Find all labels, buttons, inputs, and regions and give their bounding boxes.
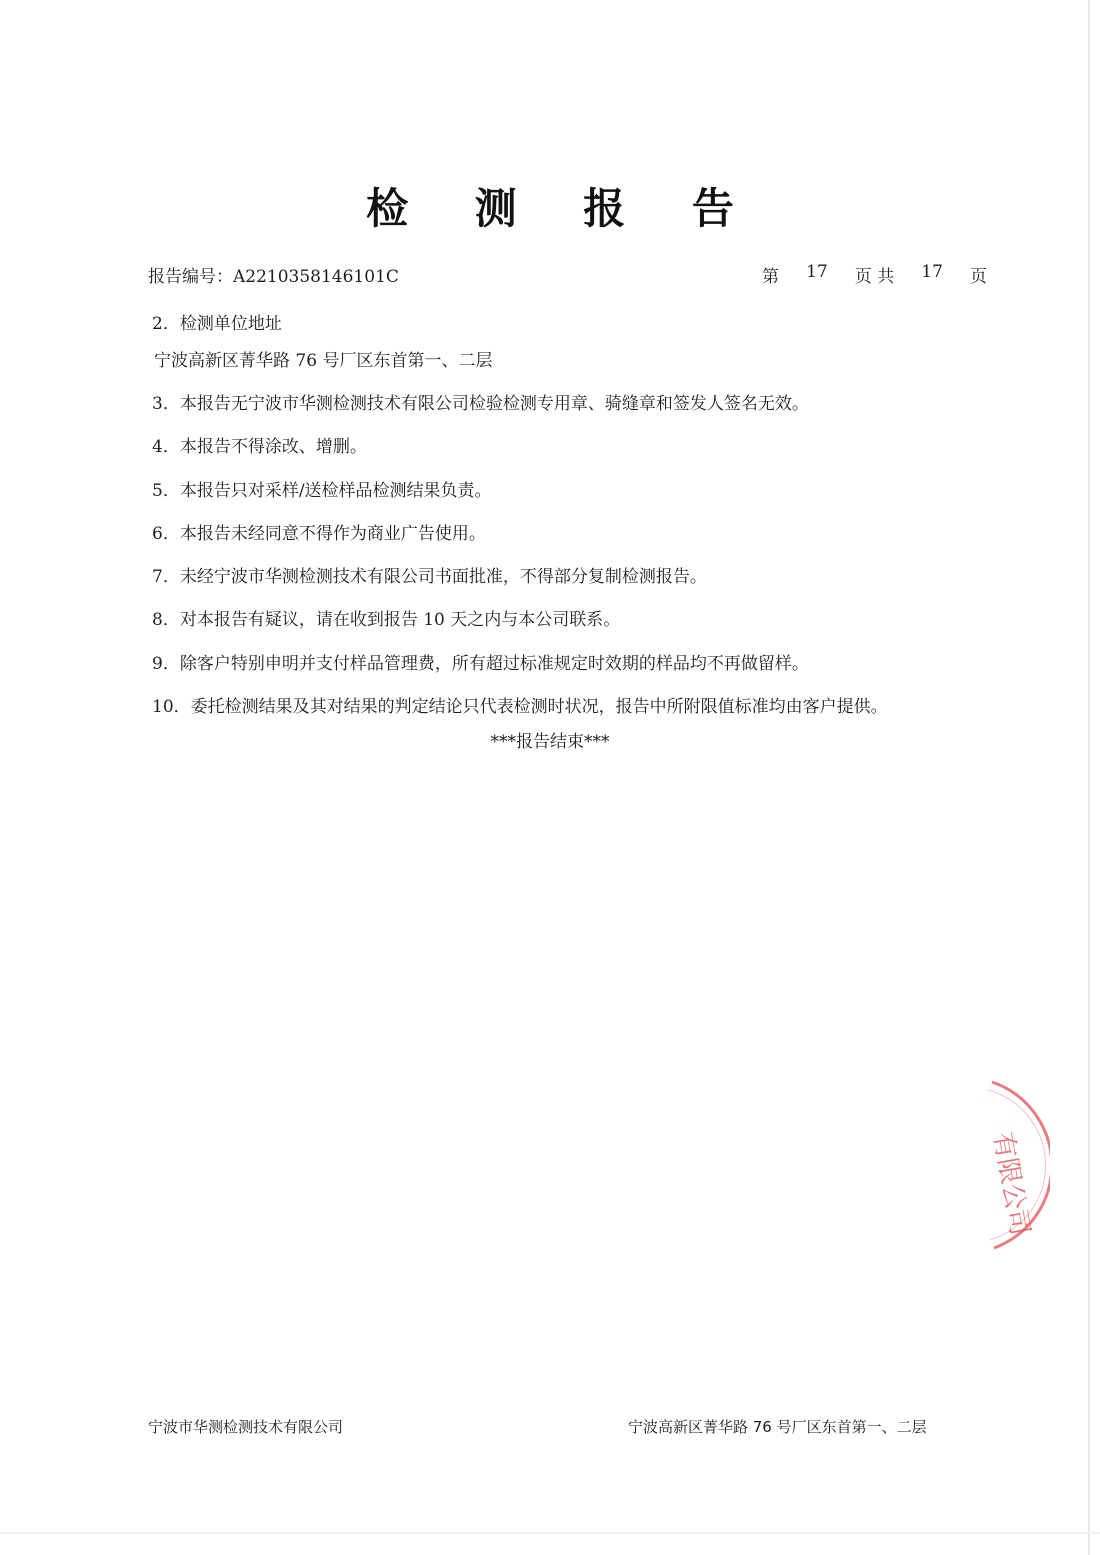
item-2-heading: 2．检测单位地址: [152, 314, 282, 334]
item-4: 4．本报告不得涂改、增删。: [152, 437, 367, 457]
report-end-mark: ***报告结束***: [490, 732, 610, 752]
footer-company: 宁波市华测检测技术有限公司: [148, 1418, 344, 1436]
item-2-address: 宁波高新区菁华路 76 号厂区东首第一、二层: [154, 351, 493, 371]
page-mid: 页 共: [854, 267, 895, 287]
page-indicator: [762, 262, 987, 287]
item-9: 9．除客户特别申明并支付样品管理费，所有超过标准规定时效期的样品均不再做留样。: [152, 654, 809, 674]
report-number: 报告编号：A2210358146101C: [148, 267, 399, 287]
page-suffix: 页: [970, 267, 987, 287]
item-7: 7．未经宁波市华测检测技术有限公司书面批准，不得部分复制检测报告。: [152, 567, 707, 587]
footer-address: 宁波高新区菁华路 76 号厂区东首第一、二层: [628, 1418, 927, 1436]
seal-text: 有限公司: [987, 1130, 1035, 1238]
item-5: 5．本报告只对采样/送检样品检测结果负责。: [152, 481, 492, 501]
page-current: 17: [806, 262, 828, 282]
page-prefix: 第: [762, 267, 779, 287]
item-10: 10．委托检测结果及其对结果的判定结论只代表检测时状况，报告中所附限值标准均由客户提供。: [152, 697, 888, 717]
item-8: 8．对本报告有疑议，请在收到报告 10 天之内与本公司联系。: [152, 610, 621, 630]
page-total: 17: [921, 262, 943, 282]
page-title: 检 测 报 告: [366, 184, 760, 233]
scan-bottom-line: [0, 1532, 1100, 1534]
item-3: 3．本报告无宁波市华测检测技术有限公司检验检测专用章、骑缝章和签发人签名无效。: [152, 394, 809, 414]
item-6: 6．本报告未经同意不得作为商业广告使用。: [152, 524, 486, 544]
company-seal-stamp: [960, 1076, 1050, 1256]
